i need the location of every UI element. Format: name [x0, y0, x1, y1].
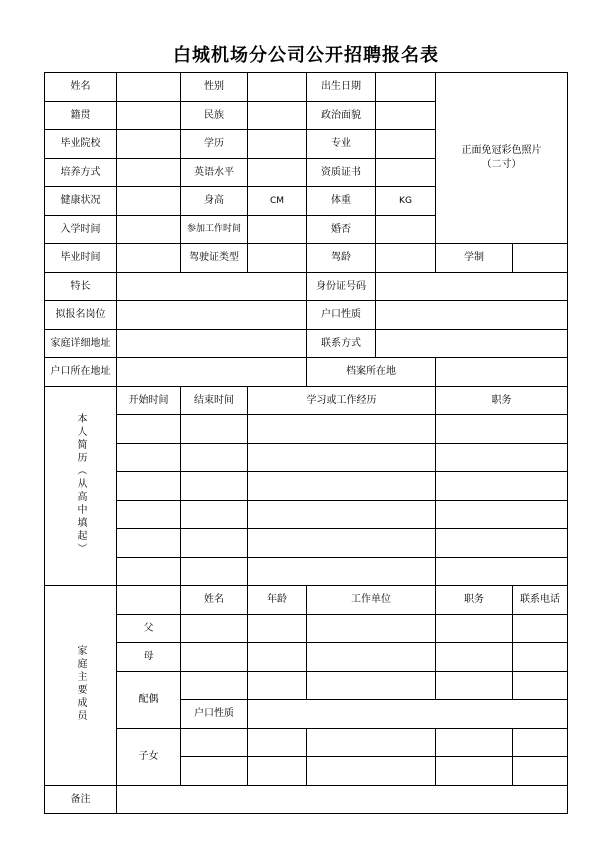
label-enroll-time: 入学时间 [45, 215, 117, 244]
family-col-name: 姓名 [181, 586, 248, 615]
label-school: 毕业院校 [45, 130, 117, 159]
label-id-number: 身份证号码 [307, 272, 376, 301]
input-school[interactable] [117, 130, 181, 159]
resume-cell[interactable] [117, 415, 181, 444]
label-training-mode: 培养方式 [45, 158, 117, 187]
resume-cell[interactable] [117, 529, 181, 558]
resume-cell[interactable] [117, 557, 181, 586]
resume-label-text: 本人简历（从高中填起） [75, 412, 86, 556]
resume-cell[interactable] [248, 529, 436, 558]
resume-row [45, 500, 568, 529]
family-header-blank [117, 586, 181, 615]
family-cell[interactable] [436, 728, 513, 757]
family-cell[interactable] [436, 757, 513, 786]
resume-cell[interactable] [248, 415, 436, 444]
resume-row [45, 443, 568, 472]
resume-header-row [45, 386, 568, 415]
family-row-father [45, 614, 568, 643]
input-school-length[interactable] [513, 244, 568, 273]
height-unit: CM [269, 195, 285, 206]
family-cell[interactable] [307, 671, 436, 700]
resume-cell[interactable] [436, 557, 568, 586]
label-specialty: 特长 [45, 272, 117, 301]
input-enroll-time[interactable] [117, 215, 181, 244]
resume-cell[interactable] [248, 557, 436, 586]
input-height[interactable] [248, 187, 307, 216]
input-major[interactable] [376, 130, 436, 159]
family-cell[interactable] [181, 728, 248, 757]
row-specialty [45, 272, 568, 301]
label-spouse-hukou: 户口性质 [181, 700, 248, 729]
label-father: 父 [117, 614, 181, 643]
family-col-phone: 联系电话 [513, 586, 568, 615]
family-section-label [45, 586, 117, 786]
input-native-place[interactable] [117, 101, 181, 130]
label-position: 拟报名岗位 [45, 301, 117, 330]
row-remarks [45, 785, 568, 814]
label-address: 家庭详细地址 [45, 329, 117, 358]
label-english-level: 英语水平 [181, 158, 248, 187]
resume-cell[interactable] [248, 443, 436, 472]
row-position [45, 301, 568, 330]
resume-col-title: 职务 [436, 386, 568, 415]
family-cell[interactable] [436, 643, 513, 672]
label-archive-location: 档案所在地 [307, 358, 436, 387]
family-col-age: 年龄 [248, 586, 307, 615]
weight-unit: KG [399, 195, 412, 206]
resume-cell[interactable] [181, 472, 248, 501]
input-remarks[interactable] [117, 785, 568, 814]
resume-col-end: 结束时间 [181, 386, 248, 415]
label-grad-time: 毕业时间 [45, 244, 117, 273]
label-mother: 母 [117, 643, 181, 672]
label-education: 学历 [181, 130, 248, 159]
resume-col-experience: 学习或工作经历 [248, 386, 436, 415]
label-ethnicity: 民族 [181, 101, 248, 130]
family-col-employer: 工作单位 [307, 586, 436, 615]
input-name[interactable] [117, 73, 181, 102]
input-license-type[interactable] [248, 244, 307, 273]
family-cell[interactable] [181, 643, 248, 672]
label-driving-age: 驾龄 [307, 244, 376, 273]
label-birth-date: 出生日期 [307, 73, 376, 102]
resume-cell[interactable] [117, 443, 181, 472]
label-hukou-location: 户口所在地址 [45, 358, 117, 387]
resume-row [45, 472, 568, 501]
input-driving-age[interactable] [376, 244, 436, 273]
family-cell[interactable] [513, 671, 568, 700]
family-cell[interactable] [513, 614, 568, 643]
resume-cell[interactable] [248, 500, 436, 529]
input-id-number[interactable] [376, 272, 568, 301]
family-label-text: 家庭主要成员 [75, 644, 86, 723]
family-cell[interactable] [307, 757, 436, 786]
resume-cell[interactable] [117, 500, 181, 529]
resume-cell[interactable] [436, 472, 568, 501]
resume-cell[interactable] [181, 415, 248, 444]
resume-cell[interactable] [181, 443, 248, 472]
label-remarks: 备注 [45, 785, 117, 814]
photo-size: （二寸） [481, 159, 522, 170]
family-row-spouse [45, 671, 568, 700]
family-cell[interactable] [307, 728, 436, 757]
family-header-row [45, 586, 568, 615]
form-title: 白城机场分公司公开招聘报名表 [173, 45, 439, 66]
input-work-start[interactable] [248, 215, 307, 244]
row-name [45, 73, 568, 102]
input-marital[interactable] [376, 215, 436, 244]
resume-cell[interactable] [181, 529, 248, 558]
label-contact: 联系方式 [307, 329, 376, 358]
family-cell[interactable] [248, 757, 307, 786]
application-form-table [44, 72, 568, 814]
label-children: 子女 [117, 728, 181, 785]
family-cell[interactable] [248, 671, 307, 700]
resume-cell[interactable] [181, 500, 248, 529]
label-name: 姓名 [45, 73, 117, 102]
family-cell[interactable] [436, 614, 513, 643]
family-cell[interactable] [181, 757, 248, 786]
input-hukou-location[interactable] [117, 358, 307, 387]
family-cell[interactable] [248, 728, 307, 757]
input-gender[interactable] [248, 73, 307, 102]
resume-section-label [45, 386, 117, 586]
label-height: 身高 [181, 187, 248, 216]
input-birth-date[interactable] [376, 73, 436, 102]
label-political-status: 政治面貌 [307, 101, 376, 130]
label-health: 健康状况 [45, 187, 117, 216]
input-grad-time[interactable] [117, 244, 181, 273]
resume-cell[interactable] [181, 557, 248, 586]
family-cell[interactable] [248, 643, 307, 672]
input-english-level[interactable] [248, 158, 307, 187]
input-ethnicity[interactable] [248, 101, 307, 130]
label-hukou-type: 户口性质 [307, 301, 376, 330]
family-row-mother [45, 643, 568, 672]
photo-caption: 正面免冠彩色照片 [461, 145, 542, 156]
input-archive-location[interactable] [436, 358, 568, 387]
resume-col-start: 开始时间 [117, 386, 181, 415]
row-hukou [45, 358, 568, 387]
input-hukou-type[interactable] [376, 301, 568, 330]
row-graduation [45, 244, 568, 273]
family-row-child [45, 728, 568, 757]
family-cell[interactable] [248, 614, 307, 643]
label-weight: 体重 [307, 187, 376, 216]
label-license-type: 驾驶证类型 [181, 244, 248, 273]
resume-cell[interactable] [248, 472, 436, 501]
resume-row [45, 529, 568, 558]
resume-cell[interactable] [436, 500, 568, 529]
family-cell[interactable] [513, 643, 568, 672]
input-contact[interactable] [376, 329, 568, 358]
input-address[interactable] [117, 329, 307, 358]
input-specialty[interactable] [117, 272, 307, 301]
resume-cell[interactable] [436, 443, 568, 472]
resume-row [45, 415, 568, 444]
input-political-status[interactable] [376, 101, 436, 130]
label-work-start: 参加工作时间 [181, 215, 248, 244]
family-cell[interactable] [307, 643, 436, 672]
family-cell[interactable] [181, 671, 248, 700]
label-gender: 性别 [181, 73, 248, 102]
row-address [45, 329, 568, 358]
resume-row [45, 557, 568, 586]
family-cell[interactable] [513, 757, 568, 786]
input-training-mode[interactable] [117, 158, 181, 187]
resume-cell[interactable] [436, 415, 568, 444]
photo-box[interactable] [436, 73, 568, 244]
input-weight[interactable] [376, 187, 436, 216]
family-cell[interactable] [181, 614, 248, 643]
resume-cell[interactable] [436, 529, 568, 558]
label-major: 专业 [307, 130, 376, 159]
family-cell[interactable] [436, 671, 513, 700]
label-spouse: 配偶 [117, 671, 181, 728]
input-qualification[interactable] [376, 158, 436, 187]
input-education[interactable] [248, 130, 307, 159]
label-native-place: 籍贯 [45, 101, 117, 130]
family-cell[interactable] [513, 728, 568, 757]
input-health[interactable] [117, 187, 181, 216]
input-position[interactable] [117, 301, 307, 330]
label-marital: 婚否 [307, 215, 376, 244]
input-spouse-hukou[interactable] [248, 700, 568, 729]
family-col-title: 职务 [436, 586, 513, 615]
resume-cell[interactable] [117, 472, 181, 501]
family-cell[interactable] [307, 614, 436, 643]
label-school-length: 学制 [436, 244, 513, 273]
label-qualification: 资质证书 [307, 158, 376, 187]
